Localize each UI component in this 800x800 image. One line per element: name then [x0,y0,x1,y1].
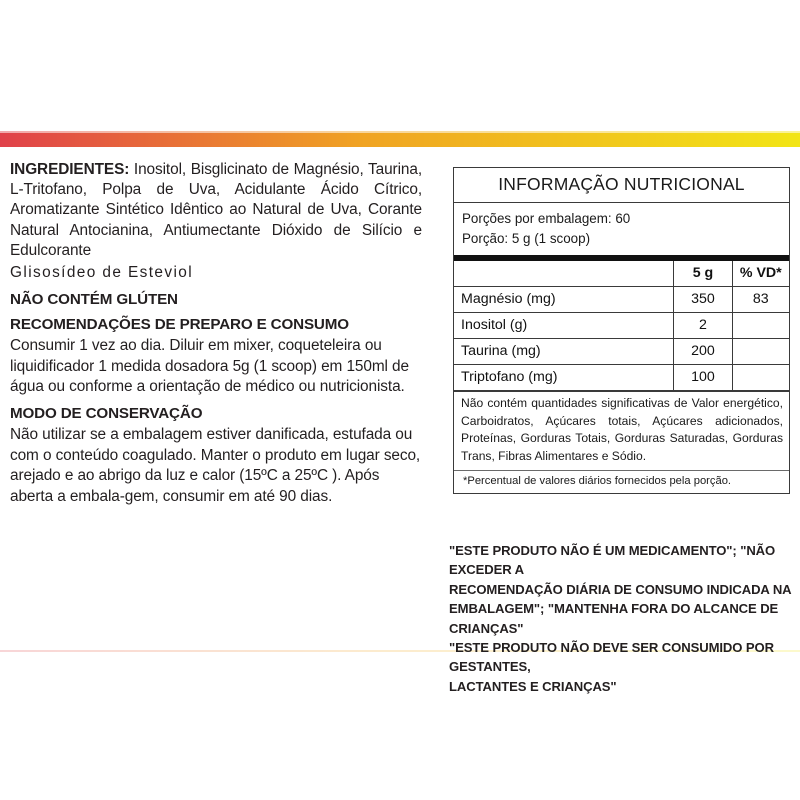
regulatory-warnings [449,541,800,696]
warning-line-4: "ESTE PRODUTO NÃO DEVE SER CONSUMIDO POR GESTANTES, [449,640,774,675]
nutrient-name: Taurina (mg) [454,339,674,365]
ingredients-last-line: Glisosídeo de Esteviol [10,264,194,282]
nutrition-facts-table [453,167,790,494]
nutrient-name: Inositol (g) [454,313,674,339]
nutrition-note: Não contém quantidades significativas de Valor energético, Carboidratos, Açúcares totais, Açúcares adicionados, Proteínas, Gorduras Totais, Gorduras Saturadas, Gorduras Trans, Fibras Alimentares e Sódio. [454,391,789,469]
warning-line-1: "ESTE PRODUTO NÃO É UM MEDICAMENTO"; "NÃO EXCEDER A [449,543,776,578]
left-text-column [10,160,422,507]
warning-line-3: EMBALAGEM"; "MANTENHA FORA DO ALCANCE DE CRIANÇAS" [449,601,779,636]
nutrient-vd [732,339,789,365]
conservation-heading: MODO DE CONSERVAÇÃO [10,405,203,423]
nutrition-footnote: *Percentual de valores diários fornecidos pela porção. [454,470,789,493]
header-gradient-bar [0,133,800,147]
col-header-nutrient [454,261,674,287]
preparation-heading: RECOMENDAÇÕES DE PREPARO E CONSUMO [10,316,349,334]
gluten-free-heading: NÃO CONTÉM GLÚTEN [10,291,178,309]
ingredients-text: Inositol, Bisglicinato de Magnésio, Taurina, L-Tritofano, Polpa de Uva, Acidulante Ácido Cítrico, Aromatizante Sintético Idêntico ao Natural de Uva, Corante Natural Antocianina, Antiumectante Dióxido de Silício e Edulcorante [10,161,422,259]
serving-size: Porção: 5 g (1 scoop) [462,230,591,246]
nutrient-amount: 100 [674,365,732,391]
table-row [454,287,789,313]
nutrient-vd: 83 [732,287,789,313]
nutrient-amount: 350 [674,287,732,313]
ingredients-label: INGREDIENTES: [10,161,130,178]
nutrient-vd [732,313,789,339]
nutrient-name: Triptofano (mg) [454,365,674,391]
nutrient-grid [454,261,789,391]
col-header-vd: % VD* [732,261,789,287]
servings-per-package: Porções por embalagem: 60 [462,211,631,226]
right-column [453,167,790,494]
warning-line-2: RECOMENDAÇÃO DIÁRIA DE CONSUMO INDICADA NA [449,581,792,597]
table-row [454,365,789,391]
table-row [454,313,789,339]
col-header-amount: 5 g [674,261,732,287]
nutrient-amount: 200 [674,339,732,365]
nutrient-vd [732,365,789,391]
nutrition-title: INFORMAÇÃO NUTRICIONAL [454,168,789,203]
ingredients-paragraph [10,160,422,261]
warning-line-5: LACTANTES E CRIANÇAS" [449,678,617,694]
nutrient-amount: 2 [674,313,732,339]
table-row [454,339,789,365]
serving-info [454,203,789,255]
preparation-text: Consumir 1 vez ao dia. Diluir em mixer, coqueteleira ou liquidificador 1 medida dosadora 5g (1 scoop) em 150ml de água ou conforme a orientação de médico ou nutricionista. [10,337,409,396]
nutrient-name: Magnésio (mg) [454,287,674,313]
conservation-text: Não utilizar se a embalagem estiver danificada, estufada ou com o conteúdo coagulado. Manter o produto em lugar seco, arejado e ao abrigo da luz e calor (15ºC a 25ºC ). Após aberta a embala-gem, consumir em até 90 dias. [10,426,421,505]
table-header-row [454,261,789,287]
